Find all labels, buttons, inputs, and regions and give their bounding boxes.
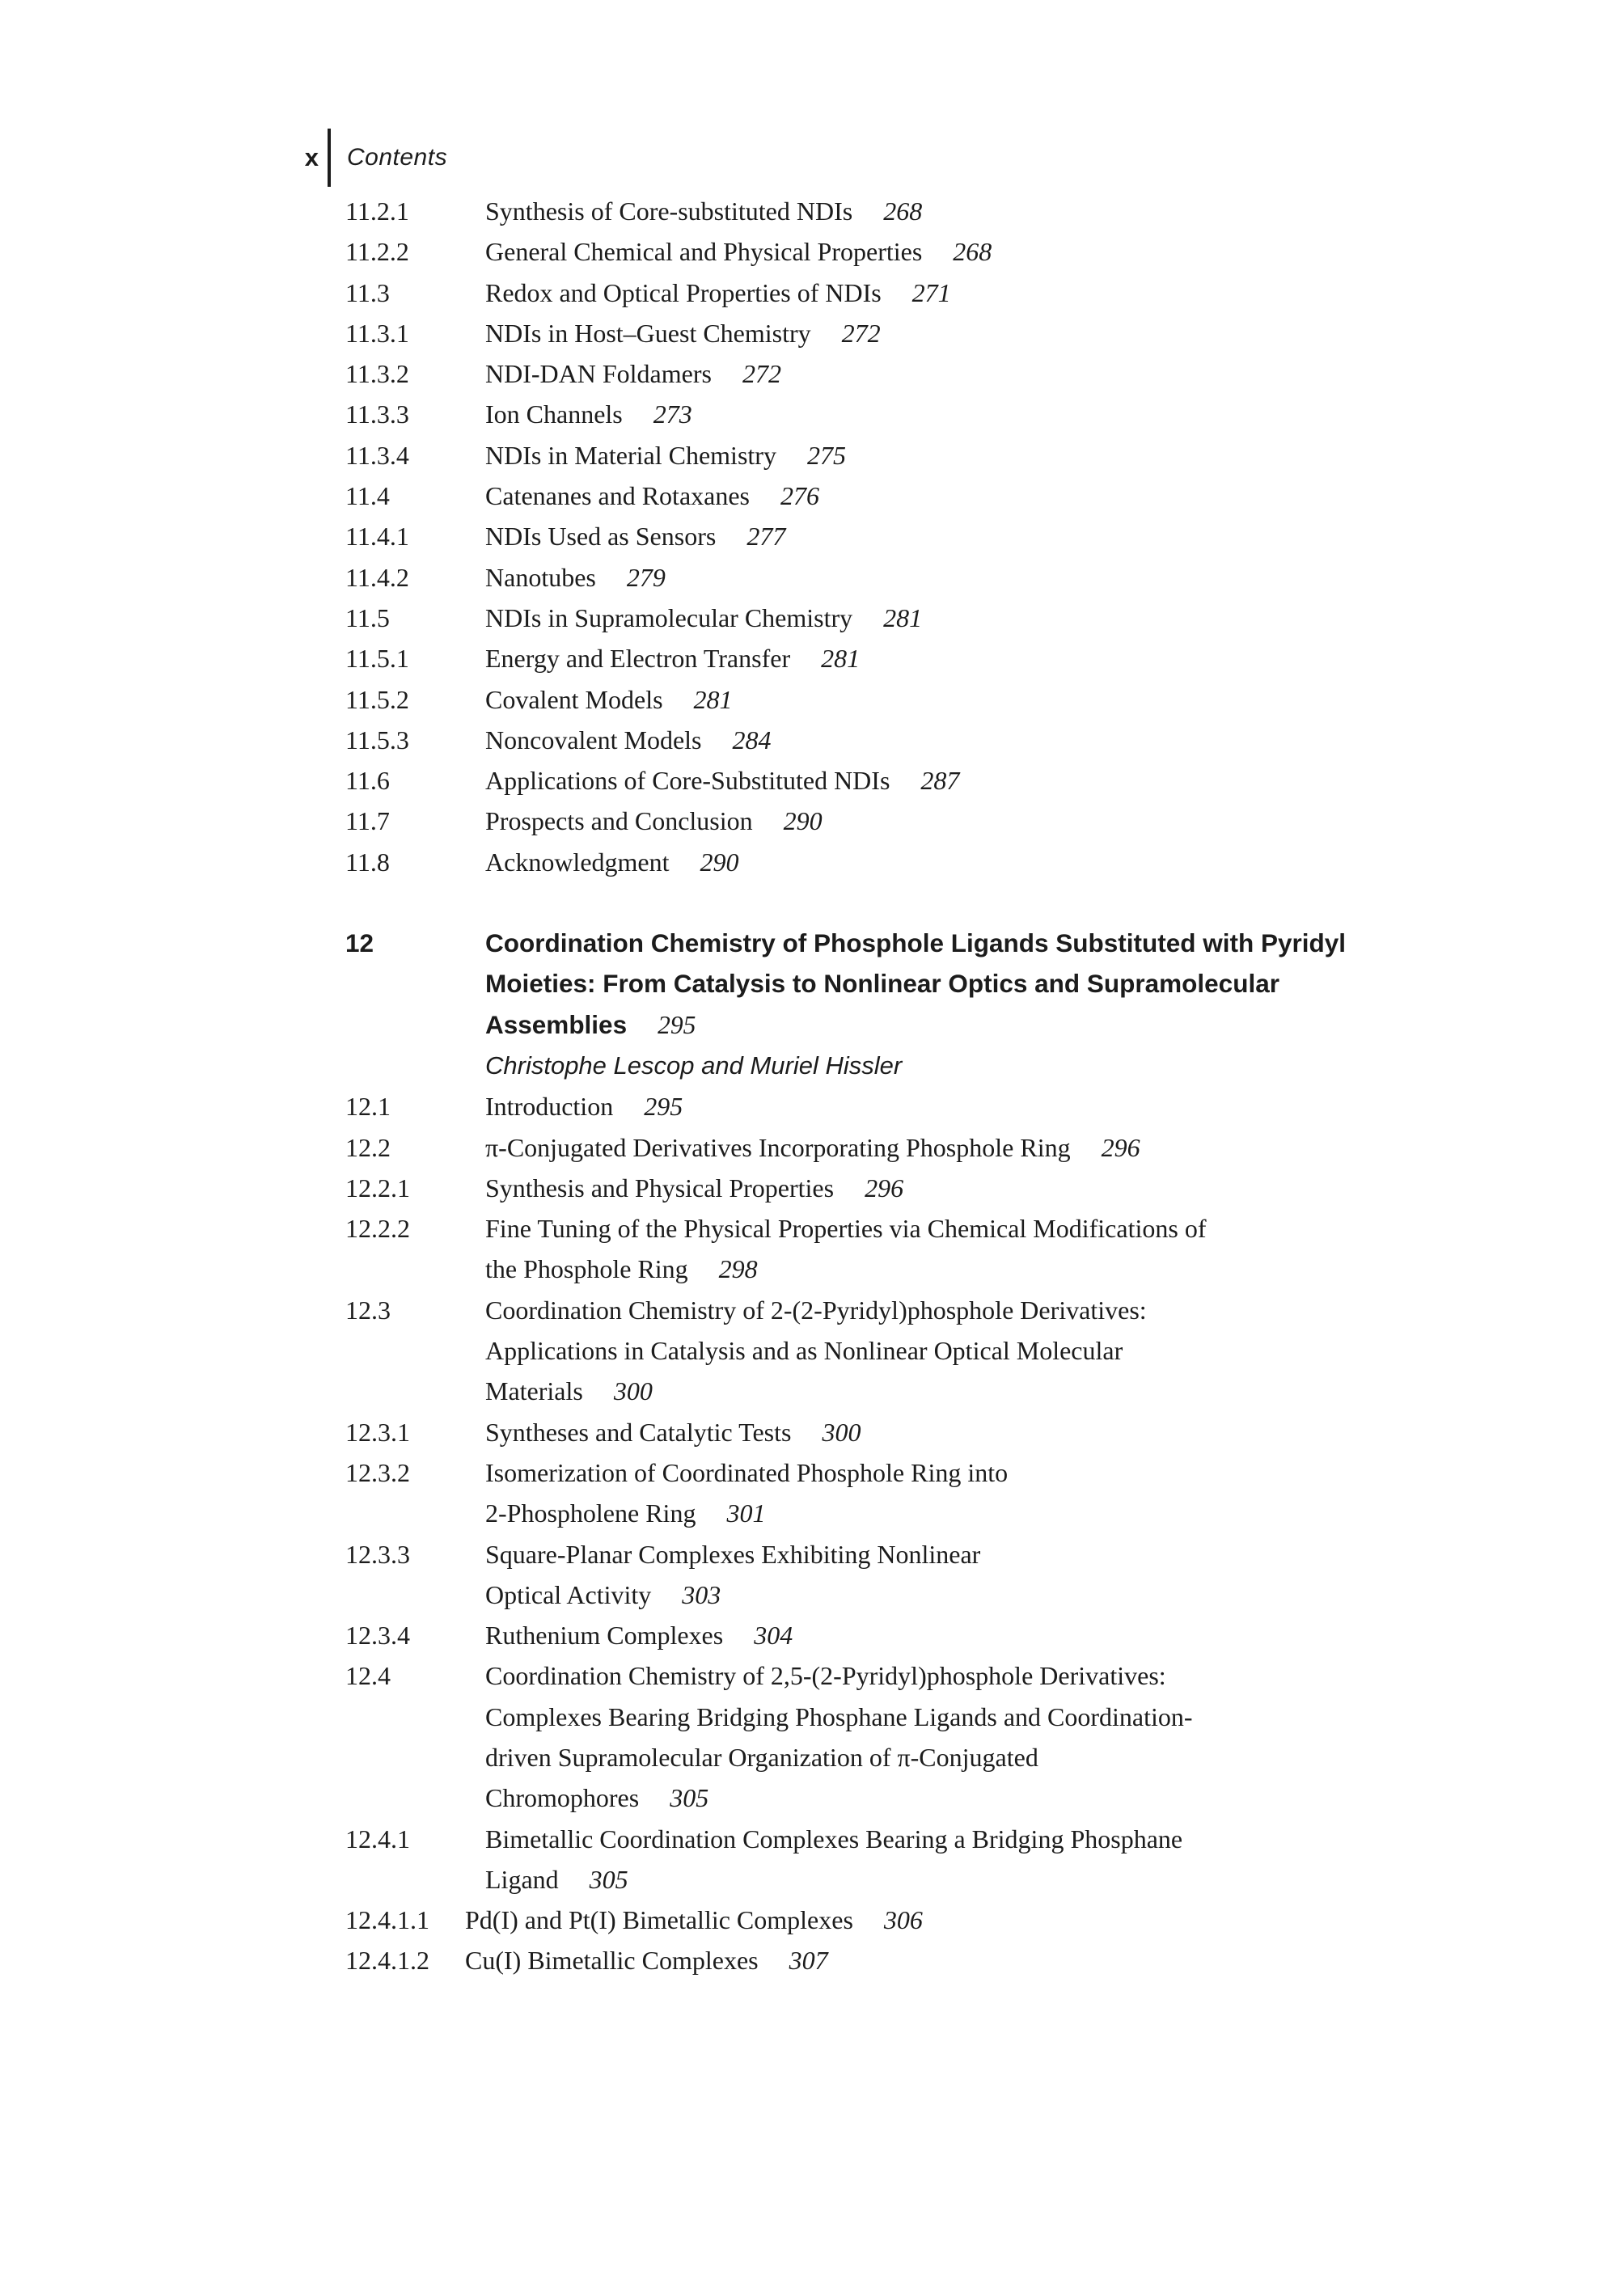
title-text: Bimetallic Coordination Complexes Bearing a Bridging Phosphane (485, 1824, 1183, 1854)
page-number-ref: 301 (726, 1498, 766, 1528)
page-number-ref: 268 (883, 197, 923, 226)
section-number: 11.5 (345, 602, 390, 632)
page-number-ref: 296 (1101, 1132, 1140, 1162)
title-text: Synthesis and Physical Properties (485, 1173, 835, 1203)
title-text: NDI-DAN Foldamers (485, 359, 712, 389)
toc-entry-row (345, 435, 1502, 476)
page-number-ref: 290 (783, 806, 823, 836)
title-line (485, 1615, 1502, 1655)
section-title (485, 720, 1502, 760)
section-title (485, 1452, 1502, 1534)
section-title (485, 760, 1502, 801)
section-title (485, 801, 1502, 841)
title-text: Pd(I) and Pt(I) Bimetallic Complexes (465, 1905, 853, 1935)
section-title (485, 313, 1502, 353)
section-number: 11.5.2 (345, 684, 409, 714)
title-text: driven Supramolecular Organization of π-Conjugated (485, 1742, 1038, 1772)
toc-entry-row (345, 1086, 1502, 1126)
section-title (485, 1615, 1502, 1655)
title-text: Materials (485, 1376, 583, 1406)
toc-entry-row (345, 191, 1502, 231)
toc-author-row (345, 1046, 1502, 1086)
title-text: Acknowledgment (485, 847, 670, 877)
title-line (485, 1127, 1502, 1168)
page-number-ref: 287 (920, 766, 960, 796)
title-line (485, 1819, 1502, 1859)
toc-list (345, 191, 1502, 1981)
title-text: Coordination Chemistry of Phosphole Ligands Substituted with Pyridyl (485, 928, 1347, 958)
title-text: Redox and Optical Properties of NDIs (485, 277, 882, 307)
title-text: Ruthenium Complexes (485, 1621, 724, 1651)
page-number-ref: 300 (822, 1417, 861, 1447)
section-title (485, 1127, 1502, 1168)
section-title (485, 1208, 1502, 1290)
toc-entry-row (345, 1290, 1502, 1412)
toc-entry-row (345, 1168, 1502, 1208)
title-line (485, 923, 1502, 963)
title-line (485, 1208, 1502, 1249)
title-line (485, 1004, 1502, 1046)
section-title (485, 516, 1502, 556)
section-title (485, 1290, 1502, 1412)
title-line (485, 394, 1502, 434)
toc-entry-row (345, 598, 1502, 638)
title-line (485, 1493, 1502, 1533)
section-number: 12.4.1.1 (345, 1905, 429, 1935)
title-line (485, 1330, 1502, 1371)
section-number: 12.2 (345, 1132, 391, 1162)
page-number-ref: 272 (742, 359, 781, 389)
section-number: 11.5.1 (345, 644, 409, 674)
section-title (485, 1168, 1502, 1208)
section-number: 11.6 (345, 766, 390, 796)
section-title (485, 1819, 1502, 1900)
title-line (485, 1737, 1502, 1777)
section-title (485, 191, 1502, 231)
title-line (485, 1086, 1502, 1126)
toc-entry-row (345, 1412, 1502, 1452)
title-text: Prospects and Conclusion (485, 806, 753, 836)
title-text: Ion Channels (485, 399, 623, 429)
title-line (485, 720, 1502, 760)
toc-entry-row (345, 516, 1502, 556)
title-line (485, 679, 1502, 720)
page-number-ref: 290 (700, 847, 739, 877)
title-text: Ligand (485, 1864, 559, 1894)
page-number-ref: 277 (746, 522, 786, 552)
title-text: Introduction (485, 1092, 614, 1122)
title-text: Moieties: From Catalysis to Nonlinear Optics and Supramolecular (485, 969, 1279, 999)
toc-entry-row (345, 476, 1502, 516)
toc-entry-row (345, 1819, 1502, 1900)
section-title (485, 394, 1502, 434)
title-text: Coordination Chemistry of 2,5-(2-Pyridyl)phosphole Derivatives: (485, 1661, 1166, 1691)
toc-entry-row (345, 720, 1502, 760)
title-text: Nanotubes (485, 562, 596, 592)
section-number: 12.4.1.2 (345, 1946, 429, 1976)
title-line (485, 1412, 1502, 1452)
page-number-ref: 295 (644, 1092, 683, 1122)
title-line (485, 1452, 1502, 1493)
title-line (485, 1534, 1502, 1575)
toc-entry-row (345, 760, 1502, 801)
title-line (485, 1575, 1502, 1615)
title-line (485, 231, 1502, 272)
toc-entry-row (345, 842, 1502, 882)
title-text: π-Conjugated Derivatives Incorporating Phosphole Ring (485, 1132, 1071, 1162)
section-title (485, 923, 1502, 1046)
section-number: 12.1 (345, 1092, 391, 1122)
toc-entry-row (345, 1452, 1502, 1534)
section-title (465, 1940, 1502, 1980)
section-number: 11.8 (345, 847, 390, 877)
page-number-ref: 281 (693, 684, 733, 714)
page-number-ref: 305 (589, 1864, 628, 1894)
title-line (485, 760, 1502, 801)
title-line (485, 1168, 1502, 1208)
section-number: 11.4 (345, 481, 390, 511)
section-number: 12 (345, 928, 374, 958)
page-number-ref: 304 (754, 1621, 793, 1651)
page-number-ref: 307 (789, 1946, 828, 1976)
title-text: Christophe Lescop and Muriel Hissler (485, 1050, 903, 1080)
page-number-ref: 281 (883, 602, 923, 632)
folio-page-number: x (304, 143, 319, 171)
section-number: 12.3.4 (345, 1621, 410, 1651)
title-text: Complexes Bearing Bridging Phosphane Ligands and Coordination- (485, 1701, 1193, 1731)
section-title (485, 842, 1502, 882)
title-text: Energy and Electron Transfer (485, 644, 791, 674)
title-text: Cu(I) Bimetallic Complexes (465, 1946, 759, 1976)
section-number: 11.7 (345, 806, 390, 836)
toc-entry-row (345, 1940, 1502, 1980)
title-line (485, 313, 1502, 353)
section-title (485, 231, 1502, 272)
title-text: NDIs in Supramolecular Chemistry (485, 602, 853, 632)
section-title (465, 1900, 1502, 1940)
section-title (485, 1534, 1502, 1616)
page-number-ref: 305 (670, 1783, 709, 1813)
section-number: 11.3.4 (345, 440, 409, 470)
title-line (485, 1249, 1502, 1289)
section-title (485, 679, 1502, 720)
title-line (485, 1371, 1502, 1411)
title-line (485, 1290, 1502, 1330)
title-text: Coordination Chemistry of 2-(2-Pyridyl)phosphole Derivatives: (485, 1295, 1147, 1325)
title-line (485, 557, 1502, 598)
toc-entry-row (345, 353, 1502, 394)
page-number-ref: 298 (718, 1254, 758, 1284)
page-number-ref: 284 (732, 725, 772, 755)
title-text: Applications of Core-Substituted NDIs (485, 766, 890, 796)
title-line (485, 598, 1502, 638)
toc-entry-row (345, 801, 1502, 841)
title-line (465, 1940, 1502, 1980)
header-divider-rule (328, 129, 331, 187)
title-line (485, 1859, 1502, 1900)
title-line (485, 353, 1502, 394)
page-number-ref: 296 (865, 1173, 904, 1203)
title-line (485, 1046, 1502, 1086)
section-number: 11.3 (345, 277, 390, 307)
toc-entry-row (345, 1208, 1502, 1290)
toc-entry-row (345, 231, 1502, 272)
title-text: NDIs Used as Sensors (485, 522, 717, 552)
section-number: 12.4.1 (345, 1824, 410, 1854)
section-title (485, 476, 1502, 516)
section-number: 12.2.1 (345, 1173, 410, 1203)
section-number: 12.3 (345, 1295, 391, 1325)
toc-chapter-row (345, 923, 1502, 1046)
section-number: 11.2.1 (345, 197, 409, 226)
section-number: 11.2.2 (345, 237, 409, 267)
toc-entry-row (345, 557, 1502, 598)
section-title (485, 353, 1502, 394)
title-text: Fine Tuning of the Physical Properties via Chemical Modifications of (485, 1214, 1207, 1244)
section-title (485, 1412, 1502, 1452)
section-title (485, 1655, 1502, 1818)
title-text: Covalent Models (485, 684, 663, 714)
section-title (485, 435, 1502, 476)
toc-entry-row (345, 313, 1502, 353)
title-text: NDIs in Host–Guest Chemistry (485, 318, 811, 348)
section-number: 12.2.2 (345, 1214, 410, 1244)
toc-entry-row (345, 1615, 1502, 1655)
title-text: Chromophores (485, 1783, 640, 1813)
title-text: the Phosphole Ring (485, 1254, 688, 1284)
page-number-ref: 276 (780, 481, 819, 511)
section-number: 12.4 (345, 1661, 391, 1691)
section-number: 11.3.3 (345, 399, 409, 429)
page-number-ref: 306 (883, 1905, 923, 1935)
title-line (485, 638, 1502, 678)
section-title (485, 557, 1502, 598)
page-number-ref: 272 (841, 318, 881, 348)
section-number: 11.4.1 (345, 522, 409, 552)
title-line (485, 435, 1502, 476)
section-number: 11.5.3 (345, 725, 409, 755)
page-number-ref: 268 (953, 237, 992, 267)
toc-entry-row (345, 1655, 1502, 1818)
page-number-ref: 279 (626, 562, 666, 592)
title-text: Applications in Catalysis and as Nonlinear Optical Molecular (485, 1336, 1123, 1366)
title-line (485, 516, 1502, 556)
toc-entry-row (345, 679, 1502, 720)
title-line (485, 801, 1502, 841)
section-number: 11.4.2 (345, 562, 409, 592)
page-number-ref: 271 (911, 277, 951, 307)
page-number-ref: 303 (682, 1579, 721, 1609)
title-line (485, 842, 1502, 882)
title-text: Isomerization of Coordinated Phosphole Ring into (485, 1457, 1009, 1487)
title-text: Syntheses and Catalytic Tests (485, 1417, 792, 1447)
toc-entry-row (345, 394, 1502, 434)
title-text: General Chemical and Physical Properties (485, 237, 923, 267)
section-number: 12.3.2 (345, 1457, 410, 1487)
title-text: Square-Planar Complexes Exhibiting Nonlinear (485, 1539, 981, 1569)
title-line (485, 963, 1502, 1004)
page-number-ref: 281 (821, 644, 861, 674)
title-text: NDIs in Material Chemistry (485, 440, 776, 470)
page-number-ref: 275 (806, 440, 846, 470)
toc-entry-row (345, 1534, 1502, 1616)
toc-entry-row (345, 273, 1502, 313)
title-text: Catenanes and Rotaxanes (485, 481, 750, 511)
section-number: 12.3.1 (345, 1417, 410, 1447)
title-line (465, 1900, 1502, 1940)
author-names (485, 1046, 1502, 1086)
title-text: 2-Phospholene Ring (485, 1498, 696, 1528)
toc-entry-row (345, 638, 1502, 678)
section-title (485, 638, 1502, 678)
section-title (485, 1086, 1502, 1126)
section-title (485, 273, 1502, 313)
section-number: 11.3.2 (345, 359, 409, 389)
page-header (285, 128, 447, 188)
page-number-ref: 300 (613, 1376, 653, 1406)
section-number: 12.3.3 (345, 1539, 410, 1569)
section-title (485, 598, 1502, 638)
title-line (485, 476, 1502, 516)
title-text: Assemblies (485, 1009, 628, 1039)
page-number-ref: 295 (658, 1010, 696, 1039)
title-text: Optical Activity (485, 1579, 652, 1609)
toc-entry-row (345, 1900, 1502, 1940)
title-line (485, 1697, 1502, 1737)
title-line (485, 273, 1502, 313)
page-number-ref: 273 (653, 399, 692, 429)
toc-entry-row (345, 1127, 1502, 1168)
title-text: Synthesis of Core-substituted NDIs (485, 197, 853, 226)
title-line (485, 1655, 1502, 1696)
title-line (485, 1777, 1502, 1818)
title-text: Noncovalent Models (485, 725, 702, 755)
running-title: Contents (347, 144, 448, 171)
section-number: 11.3.1 (345, 318, 409, 348)
title-line (485, 191, 1502, 231)
